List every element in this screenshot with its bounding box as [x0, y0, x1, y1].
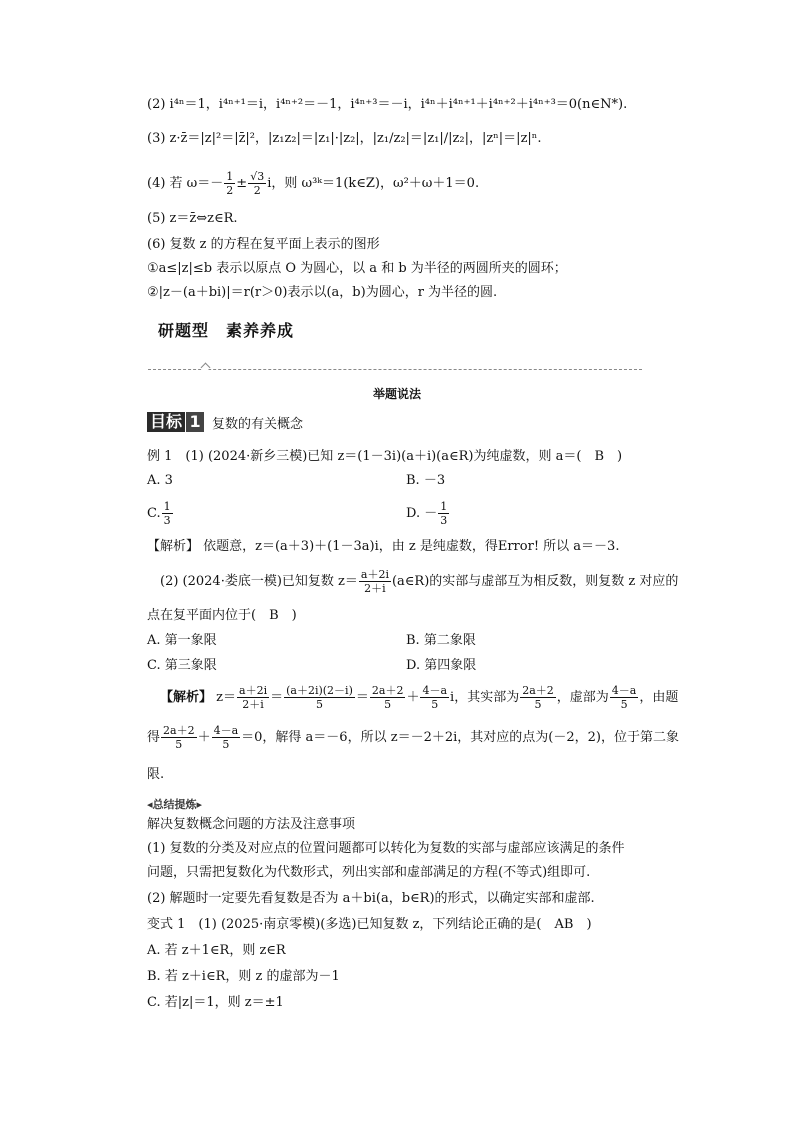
- property-2: (2) i⁴ⁿ＝1，i⁴ⁿ⁺¹＝i，i⁴ⁿ⁺²＝－1，i⁴ⁿ⁺³＝－i，i⁴ⁿ＋i⁴ⁿ⁺¹＋i⁴ⁿ⁺²＋i⁴ⁿ⁺³＝0(n∈N*).: [147, 97, 628, 112]
- example1-question-2: (2) (2024·娄底一模)已知复数 z＝ $\frac{a+2i}{2+i}$ (a∈R)的实部与虚部互为相反数，则复数 z 对应的: [160, 568, 679, 595]
- omega-frac-2: $\frac{√3}{2}$: [250, 170, 265, 197]
- ex1q2-option-c: C. 第三象限: [147, 658, 217, 673]
- ex1-option-d: D. － $\frac{1}{3}$: [406, 500, 448, 527]
- example1-question-1: 例 1 (1) (2024·新乡三模)已知 z＝(1－3i)(a＋i)(a∈R)为纯虚数，则 a＝( B ): [147, 449, 623, 464]
- property-4-post: i，则 ω³ᵏ＝1(k∈Z)，ω²＋ω＋1＝0.: [267, 176, 480, 191]
- property-5: (5) z＝z̄⇔z∈R.: [147, 211, 238, 226]
- ex1-option-b: B. －3: [406, 473, 446, 488]
- property-6: (6) 复数 z 的方程在复平面上表示的图形: [147, 237, 380, 252]
- variant1-question: 变式 1 (1) (2025·南京零模)(多选)已知复数 z，下列结论正确的是( AB ): [147, 917, 592, 932]
- ex1-analysis-2-line2: 得 $\frac{2a+2}{5}$ ＋ $\frac{4-a}{5}$ ＝0，解得 a＝－6，所以 z＝－2＋2i，其对应的点为(－2，2)，位于第二象: [147, 724, 679, 751]
- summary-point-1b: 问题，只需把复数化为代数形式，列出实部和虚部满足的方程(不等式)组即可.: [147, 865, 591, 880]
- property-6-item-1: ①a≤|z|≤b 表示以原点 O 为圆心，以 a 和 b 为半径的两圆所夹的圆环；: [147, 261, 567, 276]
- target-title: 复数的有关概念: [212, 416, 304, 432]
- summary-title: 解决复数概念问题的方法及注意事项: [147, 817, 356, 832]
- omega-frac-1: $\frac{1}{2}$: [226, 170, 234, 197]
- ex1-analysis-2-line3: 限.: [147, 767, 165, 782]
- ex1q2-option-a: A. 第一象限: [147, 633, 217, 648]
- ex1-option-a: A. 3: [147, 473, 173, 488]
- ex1-analysis-1: 【解析】 依题意，z＝(a＋3)＋(1－3a)i，由 z 是纯虚数，得Error! 所以 a＝－3.: [147, 539, 620, 554]
- divider-marker-icon: [201, 363, 211, 373]
- section-title: 研题型 素养养成: [158, 321, 295, 340]
- summary-point-2: (2) 解题时一定要先看复数是否为 a＋bi(a，b∈R)的形式，以确定实部和虚部.: [147, 891, 595, 906]
- property-3: (3) z·z̄＝|z|²＝|z̄|²，|z₁z₂|＝|z₁|·|z₂|，|z₁/z₂|＝|z₁|/|z₂|，|zⁿ|＝|z|ⁿ.: [147, 131, 542, 146]
- plus-minus: ±: [236, 176, 248, 191]
- variant1-option-a: A. 若 z＋1∈R，则 z∈R: [147, 943, 286, 958]
- ex1q2-option-d: D. 第四象限: [406, 658, 477, 673]
- ex1q2-option-b: B. 第二象限: [406, 633, 476, 648]
- section-divider: [148, 369, 642, 370]
- target-heading: [147, 412, 303, 432]
- ex1-option-c: C. $\frac{1}{3}$: [147, 500, 171, 527]
- variant1-option-b: B. 若 z＋i∈R，则 z 的虚部为－1: [147, 969, 340, 984]
- variant1-option-c: C. 若|z|＝1，则 z＝±1: [147, 995, 284, 1010]
- property-6-item-2: ②|z－(a＋bi)|＝r(r＞0)表示以(a，b)为圆心，r 为半径的圆.: [147, 285, 498, 300]
- property-4: [147, 170, 479, 197]
- target-number: 1: [186, 412, 204, 432]
- example1-question-2-line2: 点在复平面内位于( B ): [147, 608, 297, 623]
- summary-point-1a: (1) 复数的分类及对应点的位置问题都可以转化为复数的实部与虚部应该满足的条件: [147, 841, 625, 856]
- property-4-pre: (4) 若 ω＝－: [147, 176, 224, 191]
- subsection-title: 举题说法: [372, 387, 421, 401]
- summary-tag: ◂总结提炼▸: [147, 798, 203, 811]
- target-label: 目标: [147, 412, 185, 432]
- ex1-analysis-2: 【解析】 z＝ $\frac{a+2i}{2+i}$ ＝ $\frac{(a+2i)(2-i)}{5}$ ＝ $\frac{2a+2}{5}$ ＋ $\frac{4-a}{5}$ i，其实部为 $\frac{2a+2}{5}$ ，虚部为 $\frac{4-a}{5}$ ，由题: [160, 684, 679, 711]
